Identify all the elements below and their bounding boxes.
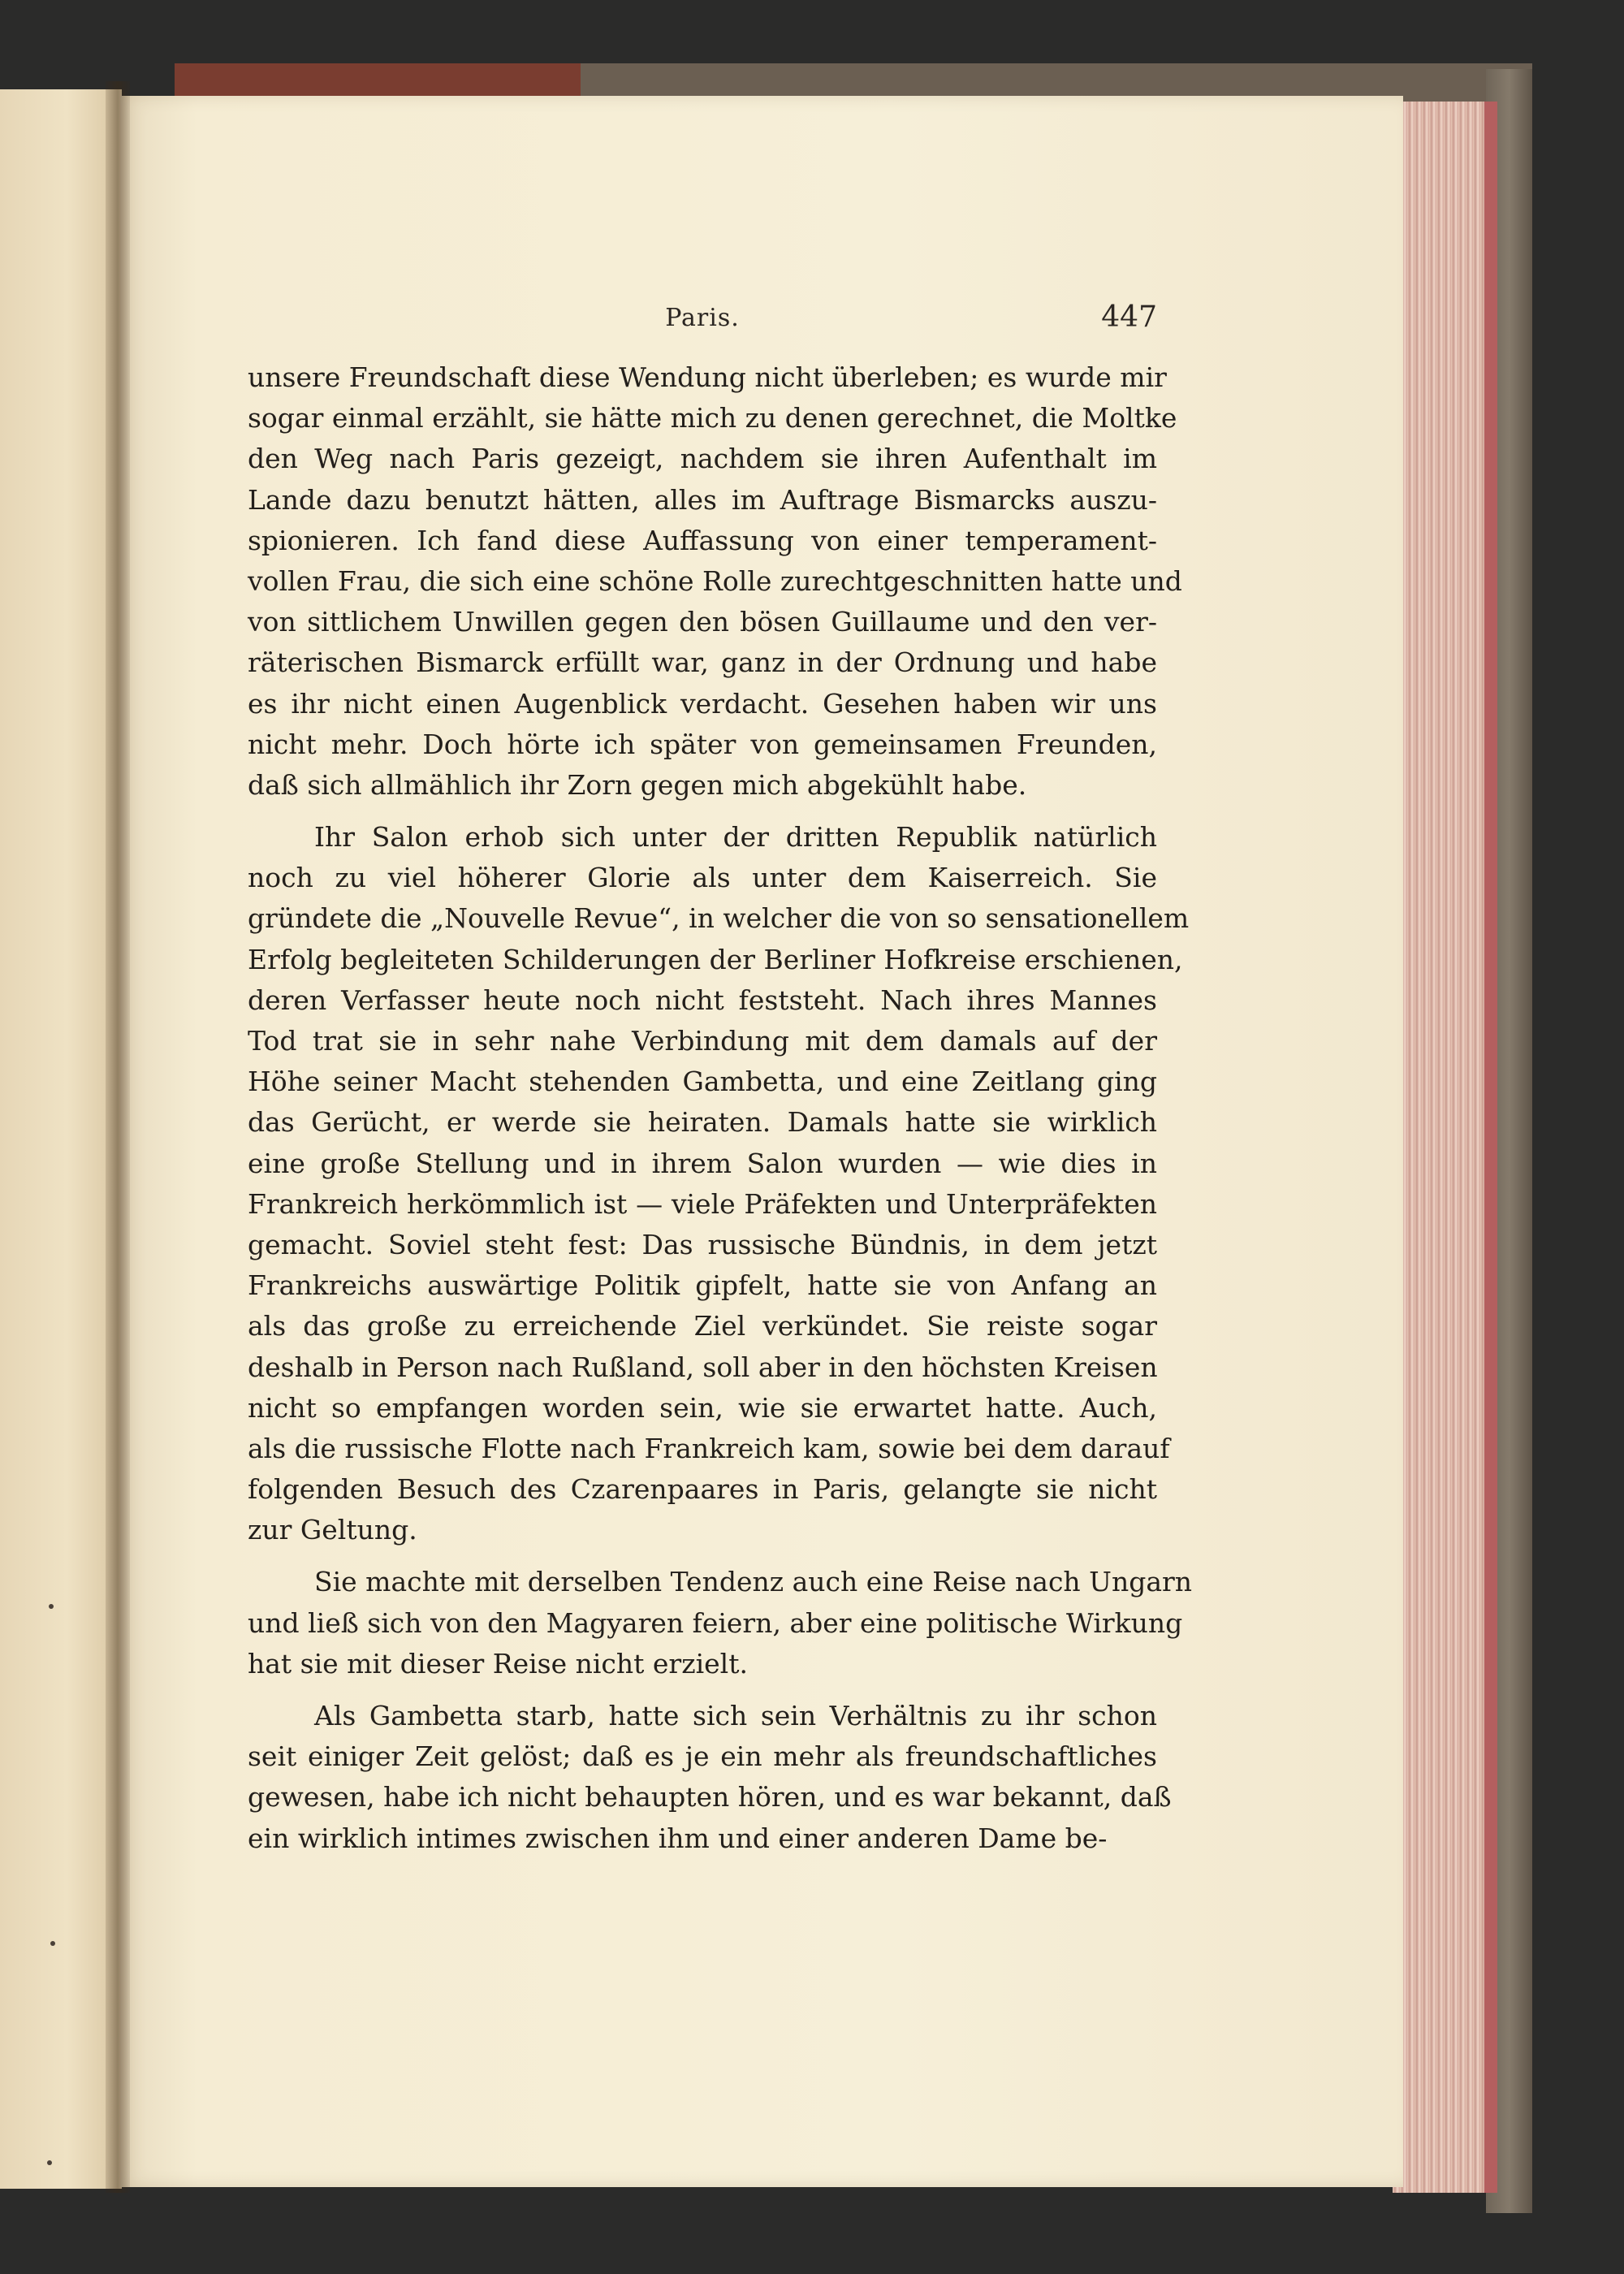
text-line: Lande dazu benutzt hätten, alles im Auftrage Bismarcks auszu- (248, 483, 1157, 516)
paragraph (248, 1696, 1172, 1859)
text-line: als das große zu erreichende Ziel verkündet. Sie reiste sogar (248, 1310, 1157, 1342)
text-line: seit einiger Zeit gelöst; daß es je ein mehr als freundschaftliches (248, 1740, 1157, 1773)
text-line: Als Gambetta starb, hatte sich sein Verhältnis zu ihr schon (314, 1700, 1157, 1731)
page-number: 447 (1101, 300, 1157, 334)
text-line: und ließ sich von den Magyaren feiern, aber eine politische Wirkung (248, 1606, 1183, 1639)
margin-dot (47, 2160, 52, 2165)
page-header (248, 300, 1157, 341)
text-line: Frankreich herkömmlich ist — viele Präfekten und Unterpräfekten (248, 1187, 1157, 1220)
page-edges-rim (1484, 102, 1497, 2193)
margin-dot (49, 1604, 54, 1609)
text-line: daß sich allmählich ihr Zorn gegen mich abgekühlt habe. (248, 768, 1027, 801)
running-title: Paris. (665, 304, 740, 332)
text-line: sogar einmal erzählt, sie hätte mich zu denen gerechnet, die Moltke (248, 402, 1177, 434)
paragraph-gap (248, 1550, 1157, 1562)
cover-top-red-edge (175, 63, 581, 96)
text-line: gründete die „Nouvelle Revue“, in welcher die von so sensationellem (248, 902, 1190, 935)
body-text (248, 357, 1193, 1859)
text-line: den Weg nach Paris gezeigt, nachdem sie ihren Aufenthalt im (248, 443, 1157, 475)
text-line: von sittlichem Unwillen gegen den bösen Guillaume und den ver- (248, 606, 1157, 638)
paragraph (248, 817, 1190, 1550)
paragraph-gap (248, 1684, 1157, 1696)
text-line: noch zu viel höherer Glorie als unter dem Kaiserreich. Sie (248, 862, 1157, 894)
text-line: das Gerücht, er werde sie heiraten. Damals hatte sie wirklich (248, 1106, 1157, 1139)
text-line: nicht so empfangen worden sein, wie sie erwartet hatte. Auch, (248, 1391, 1157, 1424)
text-line: hat sie mit dieser Reise nicht erzielt. (248, 1647, 748, 1680)
text-line: spionieren. Ich fand diese Auffassung von einer temperament- (248, 524, 1157, 556)
text-line: eine große Stellung und in ihrem Salon wurden — wie dies in (248, 1147, 1157, 1179)
text-line: folgenden Besuch des Czarenpaares in Paris, gelangte sie nicht (248, 1473, 1157, 1506)
text-line: gemacht. Soviel steht fest: Das russische Bündnis, in dem jetzt (248, 1228, 1157, 1260)
text-line: unsere Freundschaft diese Wendung nicht überleben; es wurde mir (248, 361, 1167, 393)
text-line: räterischen Bismarck erfüllt war, ganz in der Ordnung und habe (248, 646, 1157, 679)
page-edges (1393, 102, 1494, 2193)
paragraph-gap (248, 806, 1157, 817)
text-line: Sie machte mit derselben Tendenz auch eine Reise nach Ungarn (314, 1566, 1193, 1598)
text-line: deshalb in Person nach Rußland, soll aber in den höchsten Kreisen (248, 1351, 1158, 1383)
paragraph (248, 1562, 1193, 1684)
text-line: zur Geltung. (248, 1514, 417, 1546)
text-line: gewesen, habe ich nicht behaupten hören, und es war bekannt, daß (248, 1781, 1172, 1814)
text-line: es ihr nicht einen Augenblick verdacht. Gesehen haben wir uns (248, 687, 1157, 720)
spine-shadow (106, 81, 130, 2193)
text-line: Tod trat sie in sehr nahe Verbindung mit dem damals auf der (248, 1025, 1157, 1057)
text-line: Ihr Salon erhob sich unter der dritten Republik natürlich (314, 821, 1157, 854)
margin-dot (50, 1941, 55, 1946)
text-line: nicht mehr. Doch hörte ich später von gemeinsamen Freunden, (248, 728, 1157, 760)
text-line: deren Verfasser heute noch nicht feststeht. Nach ihres Mannes (248, 984, 1157, 1016)
left-facing-page (0, 89, 122, 2189)
paragraph (248, 357, 1182, 806)
text-line: Erfolg begleiteten Schilderungen der Berliner Hofkreise erschienen, (248, 943, 1183, 975)
text-line: als die russische Flotte nach Frankreich kam, sowie bei dem darauf (248, 1432, 1170, 1464)
text-line: vollen Frau, die sich eine schöne Rolle zurechtgeschnitten hatte und (248, 564, 1182, 597)
text-line: ein wirklich intimes zwischen ihm und einer anderen Dame be- (248, 1822, 1108, 1854)
text-line: Frankreichs auswärtige Politik gipfelt, hatte sie von Anfang an (248, 1269, 1157, 1302)
text-line: Höhe seiner Macht stehenden Gambetta, und eine Zeitlang ging (248, 1066, 1157, 1098)
